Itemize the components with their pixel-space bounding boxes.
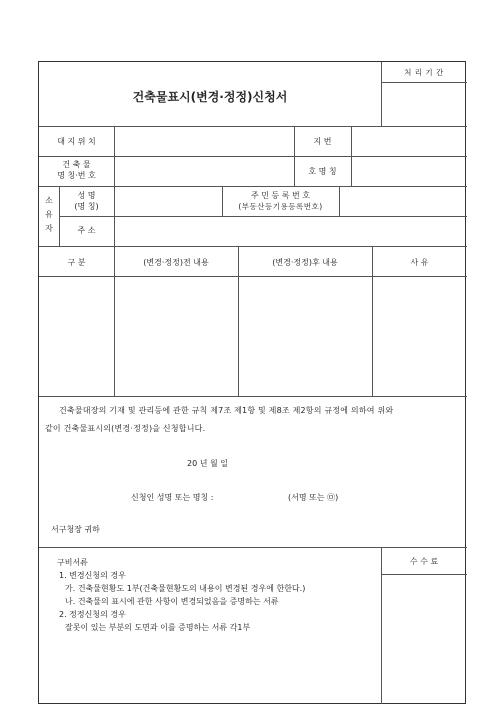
owner-address-field[interactable] xyxy=(115,217,466,245)
unit-name-field[interactable] xyxy=(352,157,466,185)
address-label: 주 소 xyxy=(77,226,96,235)
building-name-field[interactable] xyxy=(115,157,293,185)
required-docs-title: 구비서류 xyxy=(57,558,88,567)
applicant-line: 신청인 성명 또는 명칭 : xyxy=(131,493,214,502)
required-docs-item-1a: 가. 건축물현황도 1부(건축물현황도의 내용이 변경된 경우에 한한다.) xyxy=(65,584,306,593)
column-reason: 사 유 xyxy=(410,258,429,267)
divider xyxy=(381,82,467,83)
statement-line-2: 같이 건축물표시의(변경·정정)을 신청합니다. xyxy=(45,424,206,433)
site-location-field[interactable] xyxy=(115,127,293,155)
processing-period-label: 처 리 기 간 xyxy=(404,68,444,77)
fee-label: 수 수 료 xyxy=(409,557,439,566)
before-content-cell[interactable] xyxy=(115,277,237,395)
statement-line-1: 건축물대장의 기재 및 관리등에 관한 규칙 제7조 제1항 및 제8조 제2항의 규정에 의하여 위와 xyxy=(59,406,394,415)
divider xyxy=(39,246,467,247)
owner-label-3: 자 xyxy=(45,224,53,233)
owner-label-2: 유 xyxy=(45,210,53,219)
form-title: 건축물표시(변경·정정)신청서 xyxy=(132,90,288,104)
owner-label: 소 xyxy=(45,196,53,205)
date-line: 20 년 월 일 xyxy=(187,459,228,468)
applicant-name-field[interactable] xyxy=(234,490,286,504)
resident-number-label-2: (부동산등기용등록번호) xyxy=(238,202,323,211)
divider xyxy=(39,396,467,397)
building-name-label-2: 명 칭·번 호 xyxy=(57,171,96,180)
column-after: (변경·정정)후 내용 xyxy=(272,258,338,267)
after-content-cell[interactable] xyxy=(239,277,371,395)
divider xyxy=(39,547,467,548)
application-form xyxy=(38,61,466,704)
divider xyxy=(381,547,382,704)
building-name-label: 건 축 물 xyxy=(62,160,91,169)
name-label-2: (명 칭) xyxy=(74,202,99,211)
required-docs-item-2a: 잘못이 있는 부분의 도면과 이를 증명하는 서류 각1부 xyxy=(65,623,251,632)
name-label: 성 명 xyxy=(77,191,96,200)
lot-number-label: 지 번 xyxy=(313,137,332,146)
required-docs-item-1: 1. 변경신청의 경우 xyxy=(59,571,126,580)
sign-label: (서명 또는 ㉤) xyxy=(288,493,339,502)
required-docs-item-1b: 나. 건축물의 표시에 관한 사항이 변경되었음을 증명하는 서류 xyxy=(65,597,279,606)
owner-name-field[interactable] xyxy=(115,187,221,215)
divider xyxy=(381,574,467,575)
unit-name-label: 호 명 칭 xyxy=(308,167,337,176)
required-docs-item-2: 2. 정정신청의 경우 xyxy=(59,610,126,619)
reason-cell[interactable] xyxy=(373,277,466,395)
column-category: 구 분 xyxy=(67,258,86,267)
category-cell[interactable] xyxy=(40,277,113,395)
resident-number-label: 주 민 등 록 번 호 xyxy=(250,191,311,200)
addressee: 서구청장 귀하 xyxy=(51,525,100,534)
resident-number-field[interactable] xyxy=(340,187,466,215)
column-before: (변경·정정)전 내용 xyxy=(143,258,209,267)
site-location-label: 대 지 위 치 xyxy=(57,137,96,146)
lot-number-field[interactable] xyxy=(352,127,466,155)
